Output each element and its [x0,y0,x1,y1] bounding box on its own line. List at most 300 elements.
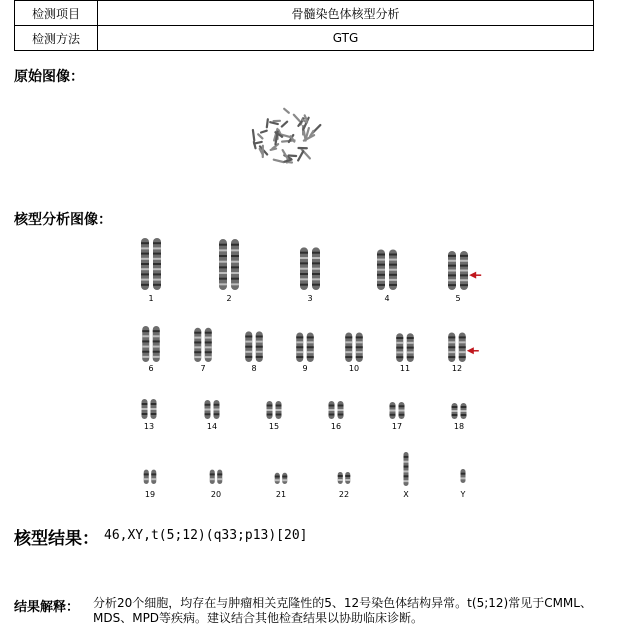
chromosome-band [210,473,215,475]
chromosome-pair-9 [296,332,314,362]
chromosome-label: 22 [338,490,350,499]
chromosome [390,402,396,419]
chromosome-band [296,346,303,348]
chromosome [448,332,455,362]
chromosome-band [329,405,335,407]
chromosome-band [142,340,149,342]
chromosome [296,332,303,362]
original-image-label: 原始图像： [14,69,84,85]
chromosome-band [448,255,456,257]
chromosome-label: Y [460,490,466,499]
chromosome-band [399,414,405,416]
chromosome-band [205,356,212,358]
chromosome-band [396,356,403,358]
chromosome-pair-1 [141,238,161,290]
chromosome-band [219,249,227,251]
chromosome-band [448,260,456,262]
chromosome-band [153,253,161,255]
chromosome-band [153,268,161,270]
chromosome-pair-22 [338,472,351,484]
chromosome-band [205,351,212,353]
chromosome-band [448,351,455,353]
chromosome-band [219,261,227,263]
chromosome-band [217,478,222,480]
chromosome-label: 13 [143,422,155,431]
chromosome-band [194,341,201,343]
chromosome-band [300,257,308,259]
chromosome-band [396,351,403,353]
chromosome-band [141,253,149,255]
chromosome [345,472,350,484]
chromosome-band [141,273,149,275]
chromosome-label: 2 [226,294,232,303]
chromosome-pair-21 [275,473,288,484]
chromosome-band [205,337,212,339]
chromosome-pair-16 [329,401,344,419]
chromosome-band [404,480,409,482]
chromosome-band [296,336,303,338]
chromosome-band [312,257,320,259]
chromosome-band [389,254,397,256]
chromosome-band [144,478,149,480]
chromosome-band [142,408,148,410]
chromosome-band [256,341,263,343]
chromosome [338,472,343,484]
chromosome-band [194,332,201,334]
chromosome-band [345,336,352,338]
info-table [14,0,594,51]
chromosome [153,238,161,290]
chromosome [194,328,201,362]
chromosome-band [460,265,468,267]
karyotype-result-value: 46,XY,t(5;12)(q33;p13)[20] [104,528,308,543]
chromosome [459,332,466,362]
chromosome-band [231,249,239,251]
chromosome-band [214,413,220,415]
chromosome-band [448,341,455,343]
metaphase-chromosome [294,115,300,121]
chromosome [407,333,414,362]
chromosome-band [151,408,157,410]
chromosome-band [338,405,344,407]
chromosome-band [345,341,352,343]
chromosome-band [245,341,252,343]
chromosome-band [345,475,350,477]
karyotype-result-title: 核型结果： [14,529,99,549]
chromosome-band [300,262,308,264]
chromosome-band [296,356,303,358]
metaphase-chromosome [289,155,297,156]
chromosome [300,247,308,290]
chromosome [245,331,252,362]
chromosome-band [407,356,414,358]
metaphase-spread-image [245,100,325,170]
chromosome-band [256,351,263,353]
chromosome-band [151,403,157,405]
chromosome [217,470,222,484]
chromosome-label: 21 [275,490,287,499]
chromosome-band [153,247,161,249]
chromosome-label: 11 [399,364,411,373]
chromosome-pair-4 [377,249,397,290]
chromosome-band [275,479,280,481]
chromosome [282,473,287,484]
chromosome-band [219,255,227,257]
chromosome-band [142,335,149,337]
chromosome-band [307,356,314,358]
chromosome-pair-Y [461,469,466,483]
chromosome-band [377,269,385,271]
chromosome [267,401,273,419]
chromosome-band [459,341,466,343]
chromosome-band [407,351,414,353]
chromosome-band [300,284,308,286]
chromosome-band [396,347,403,349]
chromosome-band [461,410,467,412]
chromosome-band [219,266,227,268]
chromosome-band [345,479,350,481]
chromosome-band [267,414,273,416]
chromosome-pair-20 [210,470,223,484]
chromosome-band [407,347,414,349]
chromosome-label: X [403,490,409,499]
chromosome-band [307,336,314,338]
chromosome-label: 12 [451,364,463,373]
chromosome-band [460,270,468,272]
chromosome-band [141,268,149,270]
chromosome-band [460,279,468,281]
chromosome-band [312,278,320,280]
chromosome-band [256,336,263,338]
chromosome-band [399,410,405,412]
chromosome [210,470,215,484]
chromosome-band [329,409,335,411]
chromosome-band [389,284,397,286]
chromosome-band [407,342,414,344]
chromosome [219,239,227,290]
interpretation-title: 结果解释： [14,600,80,615]
chromosome-band [153,263,161,265]
chromosome-band [231,278,239,280]
chromosome-label: 6 [148,364,154,373]
chromosome-band [205,332,212,334]
chromosome-band [205,346,212,348]
chromosome-band [396,342,403,344]
metaphase-chromosome [274,160,284,162]
chromosome-band [217,473,222,475]
chromosome-band [329,414,335,416]
chromosome-band [142,346,149,348]
chromosome-pair-10 [345,332,363,362]
chromosome-band [194,346,201,348]
chromosome-band [461,406,467,408]
chromosome-band [345,356,352,358]
chromosome-band [300,273,308,275]
chromosome-band [142,330,149,332]
chromosome-band [231,244,239,246]
chromosome-band [448,336,455,338]
chromosome-band [276,409,282,411]
metaphase-chromosome [258,134,262,138]
chromosome-pair-8 [245,331,263,362]
chromosome-band [338,479,343,481]
info-value: 骨髓染色体核型分析 [98,1,594,26]
chromosome [345,332,352,362]
chromosome-pair-7 [194,328,212,362]
chromosome-band [219,283,227,285]
chromosome-band [194,337,201,339]
chromosome-pair-12 [448,332,466,362]
chromosome-band [390,405,396,407]
chromosome-band [282,479,287,481]
chromosome [141,238,149,290]
chromosome-band [153,279,161,281]
chromosome-band [307,351,314,353]
chromosome-band [448,270,456,272]
chromosome-band [338,409,344,411]
chromosome-band [245,356,252,358]
chromosome-band [390,410,396,412]
chromosome-band [141,242,149,244]
chromosome-label: 14 [206,422,218,431]
chromosome-band [404,456,409,458]
chromosome [144,470,149,484]
chromosome-band [312,268,320,270]
metaphase-chromosome [270,122,278,124]
chromosome-band [307,346,314,348]
karyotype-image-label: 核型分析图像： [14,212,112,228]
chromosome-band [300,268,308,270]
chromosome-band [219,272,227,274]
chromosome-band [452,406,458,408]
chromosome-band [460,255,468,257]
chromosome-band [231,283,239,285]
info-value: GTG [98,26,594,51]
chromosome-band [356,336,363,338]
chromosome-label: 10 [348,364,360,373]
chromosome-band [256,346,263,348]
chromosome-band [142,356,149,358]
chromosome-band [312,252,320,254]
chromosome-band [267,405,273,407]
chromosome-band [396,337,403,339]
chromosome [142,399,148,419]
chromosome-band [377,279,385,281]
chromosome-band [245,346,252,348]
chromosome [460,251,468,290]
metaphase-chromosome [282,122,287,127]
chromosome-band [377,254,385,256]
chromosome-label: 3 [307,294,313,303]
chromosome-pair-2 [219,239,239,290]
metaphase-chromosome [305,115,307,120]
chromosome-band [141,258,149,260]
chromosome-band [153,273,161,275]
chromosome-band [205,404,211,406]
chromosome-label: 8 [251,364,257,373]
chromosome-band [210,478,215,480]
chromosome-band [356,341,363,343]
chromosome-band [153,351,160,353]
chromosome-band [205,413,211,415]
chromosome-label: 5 [455,294,461,303]
info-row-method [15,26,594,51]
chromosome-band [407,337,414,339]
chromosome-band [448,274,456,276]
chromosome-label: 19 [144,490,156,499]
chromosome-pair-3 [300,247,320,290]
chromosome-band [390,414,396,416]
interpretation-text: 分析20个细胞，均存在与肿瘤相关克隆性的5、12号染色体结构异常。t(5;12)常见于CMML、MDS、MPD等疾病。建议结合其他检查结果以协助临床诊断。 [93,596,592,625]
chromosome-band [153,330,160,332]
chromosome-band [452,410,458,412]
metaphase-chromosome [253,130,254,140]
info-label: 检测方法 [15,26,98,51]
chromosome-band [459,356,466,358]
chromosome-band [214,404,220,406]
chromosome-band [151,473,156,475]
chromosome [399,402,405,419]
chromosome-label: 20 [210,490,222,499]
chromosome [275,473,280,484]
chromosome [151,470,156,484]
chromosome-band [194,351,201,353]
chromosome-band [460,274,468,276]
chromosome-band [296,351,303,353]
chromosome [276,401,282,419]
chromosome-band [389,259,397,261]
info-row-item [15,1,594,26]
chromosome-band [377,274,385,276]
chromosome [312,247,320,290]
chromosome [452,403,458,419]
chromosome-band [399,405,405,407]
chromosome [461,469,466,483]
chromosome-band [461,473,466,475]
chromosome-band [231,261,239,263]
metaphase-chromosome [267,119,268,127]
chromosome-pair-15 [267,401,282,419]
chromosome-band [151,478,156,480]
chromosome-band [275,476,280,478]
chromosome-band [205,409,211,411]
chromosome-band [205,341,212,343]
chromosome-band [338,475,343,477]
chromosome [396,333,403,362]
chromosome [231,239,239,290]
metaphase-chromosome [261,131,267,133]
chromosome-band [345,346,352,348]
info-label: 检测项目 [15,1,98,26]
chromosome-band [460,260,468,262]
metaphase-chromosome [284,109,289,113]
chromosome-band [219,244,227,246]
abnormality-arrow-icon [469,272,476,279]
chromosome-band [389,264,397,266]
chromosome [151,399,157,419]
abnormality-arrow-icon [467,347,474,354]
chromosome-band [460,284,468,286]
chromosome [389,249,397,290]
chromosome-band [448,346,455,348]
chromosome-band [389,279,397,281]
chromosome-band [245,351,252,353]
chromosome-band [312,273,320,275]
chromosome-band [459,336,466,338]
chromosome-band [448,284,456,286]
chromosome-band [356,351,363,353]
chromosome [214,400,220,419]
chromosome [205,400,211,419]
chromosome-band [142,413,148,415]
chromosome-pair-17 [390,402,405,419]
chromosome-band [142,351,149,353]
chromosome-band [153,284,161,286]
chromosome-label: 7 [200,364,206,373]
chromosome [142,326,149,362]
chromosome-label: 16 [330,422,342,431]
chromosome-band [300,252,308,254]
chromosome [205,328,212,362]
chromosome-band [141,247,149,249]
chromosome [404,452,409,486]
chromosome-label: 15 [268,422,280,431]
chromosome-band [345,351,352,353]
chromosome-band [300,278,308,280]
chromosome-band [312,262,320,264]
chromosome-band [356,356,363,358]
chromosome-band [153,258,161,260]
chromosome [338,401,344,419]
chromosome-band [214,409,220,411]
chromosome-band [312,284,320,286]
chromosome-band [448,279,456,281]
chromosome-band [153,335,160,337]
chromosome-band [404,466,409,468]
chromosome-band [282,476,287,478]
chromosome [256,331,263,362]
chromosome-pair-X [404,452,409,486]
chromosome-band [389,274,397,276]
chromosome-band [296,341,303,343]
chromosome-band [404,461,409,463]
metaphase-chromosome [254,142,262,144]
chromosome-band [377,284,385,286]
chromosome-band [461,414,467,416]
chromosome-band [404,475,409,477]
chromosome-band [377,259,385,261]
chromosome-band [153,346,160,348]
chromosome-label: 4 [384,294,390,303]
chromosome-band [459,346,466,348]
chromosome-band [144,473,149,475]
chromosome [307,332,314,362]
chromosome-band [153,340,160,342]
chromosome-band [448,356,455,358]
chromosome-band [153,356,160,358]
chromosome-band [448,265,456,267]
chromosome-band [338,414,344,416]
chromosome-band [356,346,363,348]
chromosome-band [404,470,409,472]
chromosome [377,249,385,290]
chromosome-band [276,405,282,407]
chromosome-label: 17 [391,422,403,431]
chromosome [329,401,335,419]
chromosome-band [452,414,458,416]
chromosome-band [377,264,385,266]
chromosome-band [231,255,239,257]
